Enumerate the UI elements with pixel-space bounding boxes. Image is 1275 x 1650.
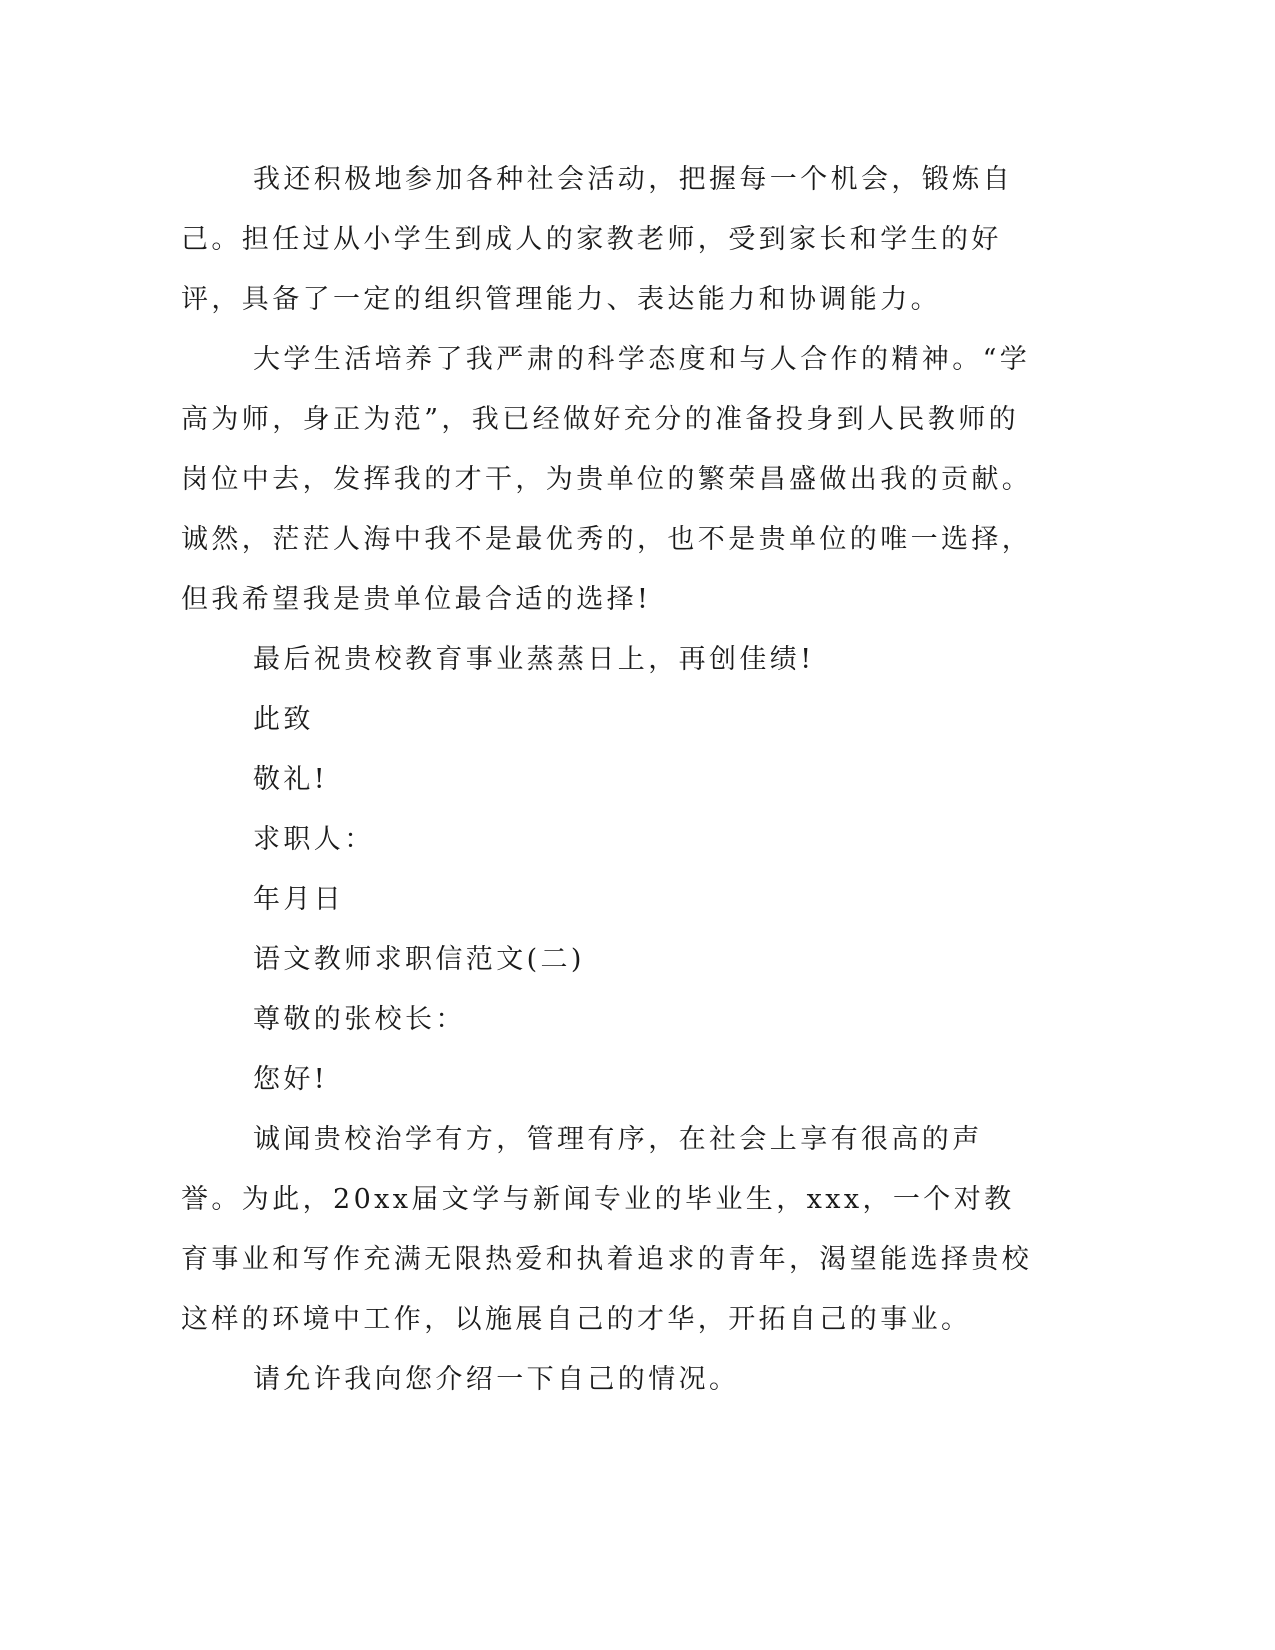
paragraph-university-life: 大学生活培养了我严肃的科学态度和与人合作的精神。“学高为师，身正为范”，我已经做好充分的准备投身到人民教师的岗位中去，发挥我的才干，为贵单位的繁荣昌盛做出我的贡献。诚然，茫茫人海中我不是最优秀的，也不是贵单位的唯一选择，但我希望我是贵单位最合适的选择! <box>181 344 1033 615</box>
greeting-hello: 您好! <box>253 1064 329 1095</box>
section-heading: 语文教师求职信范文(二) <box>253 944 585 975</box>
paragraph-introduction: 诚闻贵校治学有方，管理有序，在社会上享有很高的声誉。为此，20xx届文学与新闻专业的毕业生，xxx，一个对教育事业和写作充满无限热爱和执着追求的青年，渴望能选择贵校这样的环境中工作，以施展自己的才华，开拓自己的事业。 <box>181 1124 1033 1335</box>
paragraph-closing-wish: 最后祝贵校教育事业蒸蒸日上，再创佳绩! <box>253 644 815 675</box>
date-line: 年月日 <box>253 884 345 915</box>
greeting-recipient: 尊敬的张校长： <box>253 1004 466 1035</box>
applicant-signature: 求职人： <box>253 824 375 855</box>
paragraph-social-activities: 我还积极地参加各种社会活动，把握每一个机会，锻炼自己。担任过从小学生到成人的家教老师，受到家长和学生的好评，具备了一定的组织管理能力、表达能力和协调能力。 <box>181 164 1013 315</box>
salutation-jingli: 敬礼! <box>253 764 329 795</box>
salutation-cizhi: 此致 <box>253 704 314 735</box>
paragraph-self-intro-request: 请允许我向您介绍一下自己的情况。 <box>253 1364 740 1395</box>
document-body <box>181 150 1033 1410</box>
